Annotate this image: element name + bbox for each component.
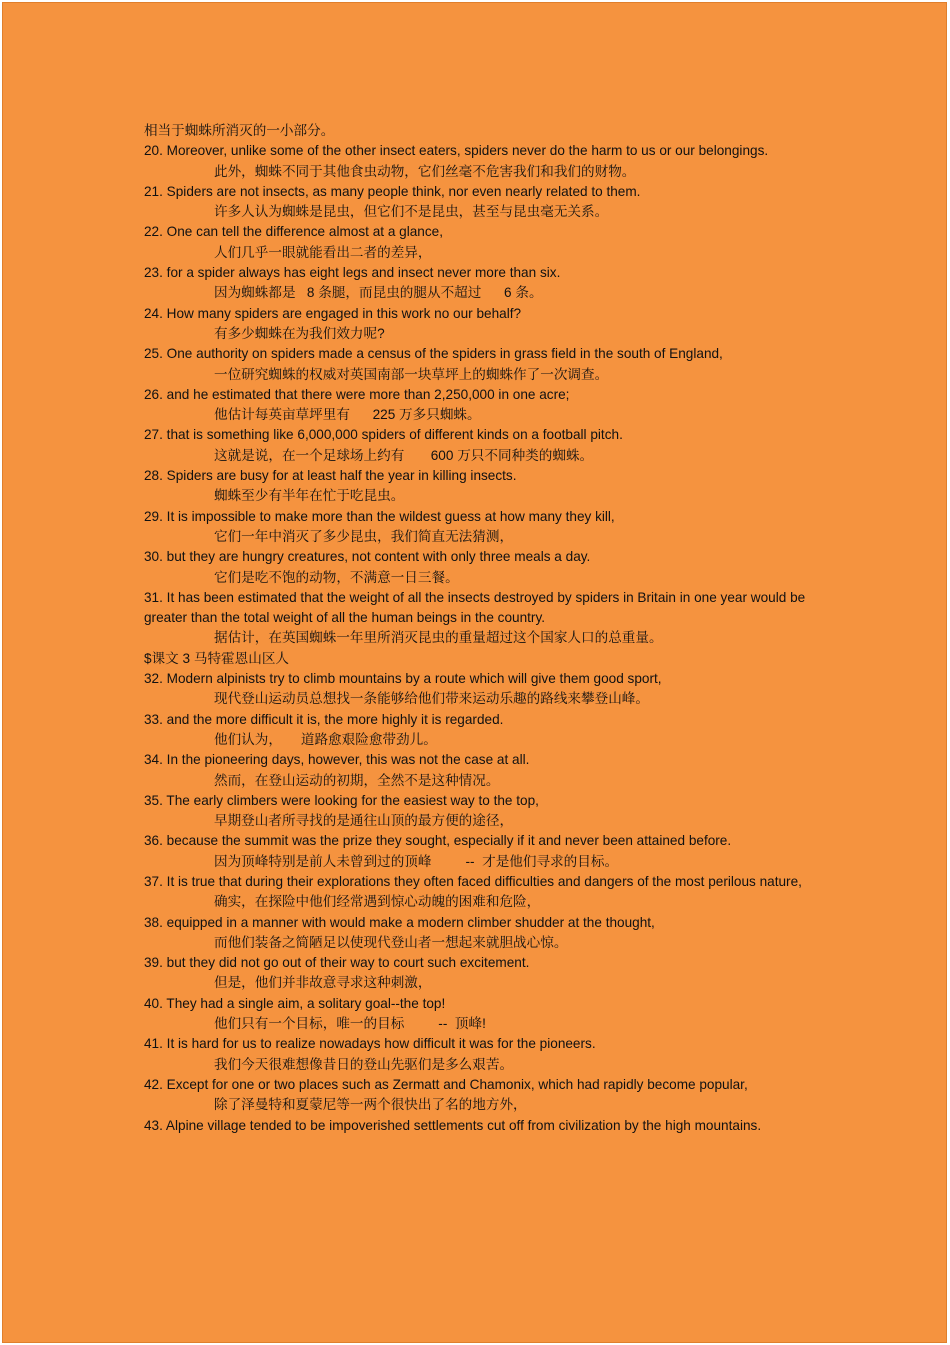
chinese-translation: 他们只有一个目标，唯一的目标 -- 顶峰! — [214, 1016, 486, 1032]
chinese-translation: 确实，在探险中他们经常遇到惊心动魄的困难和危险， — [214, 894, 541, 910]
chinese-translation: 现代登山运动员总想找一条能够给他们带来运动乐趣的路线来攀登山峰。 — [214, 691, 649, 707]
chinese-translation: 然而，在登山运动的初期，全然不是这种情况。 — [214, 772, 500, 788]
english-sentence: 36. because the summit was the prize they sought, especially if it and never been attained before. — [144, 833, 732, 849]
english-sentence: 42. Except for one or two places such as Zermatt and Chamonix, which had rapidly become popular, — [144, 1076, 748, 1092]
english-sentence: 41. It is hard for us to realize nowadays how difficult it was for the pioneers. — [144, 1036, 596, 1052]
chinese-translation: 而他们装备之简陋足以使现代登山者一想起来就胆战心惊。 — [214, 934, 568, 950]
chinese-translation: 因为蜘蛛都是 8 条腿，而昆虫的腿从不超过 6 条。 — [214, 285, 543, 301]
chinese-translation: 但是，他们并非故意寻求这种刺激， — [214, 975, 432, 991]
chinese-translation: 相当于蜘蛛所消灭的一小部分。 — [144, 123, 335, 138]
chinese-translation: 此外，蜘蛛不同于其他食虫动物，它们丝毫不危害我们和我们的财物。 — [214, 163, 636, 179]
chinese-translation: 它们一年中消灭了多少昆虫，我们简直无法猜测， — [214, 528, 514, 544]
english-sentence: 25. One authority on spiders made a census of the spiders in grass field in the south of England, — [144, 346, 723, 362]
chinese-translation: 许多人认为蜘蛛是昆虫，但它们不是昆虫，甚至与昆虫毫无关系。 — [214, 204, 609, 220]
chinese-translation: 他们认为， 道路愈艰险愈带劲儿。 — [214, 731, 437, 747]
chinese-translation: 有多少蜘蛛在为我们效力呢? — [214, 325, 385, 341]
english-sentence: $课文 3 马特霍恩山区人 — [144, 650, 290, 666]
english-sentence: 43. Alpine village tended to be impoverished settlements cut off from civilization by the high mountains. — [144, 1117, 762, 1133]
chinese-translation: 他估计每英亩草坪里有 225 万多只蜘蛛。 — [214, 407, 481, 423]
english-sentence: 37. It is true that during their explorations they often faced difficulties and dangers of the most perilous nature, — [144, 873, 802, 889]
english-sentence: 22. One can tell the difference almost at a glance, — [144, 224, 443, 240]
english-sentence: 33. and the more difficult it is, the more highly it is regarded. — [144, 711, 504, 727]
chinese-translation: 这就是说，在一个足球场上约有 600 万只不同种类的蜘蛛。 — [214, 447, 594, 463]
english-sentence: 38. equipped in a manner with would make a modern climber shudder at the thought, — [144, 914, 655, 930]
chinese-translation: 因为顶峰特别是前人未曾到过的顶峰 -- 才是他们寻求的目标。 — [214, 853, 619, 869]
chinese-translation: 它们是吃不饱的动物，不满意一日三餐。 — [214, 569, 459, 585]
chinese-translation: 除了泽曼特和夏蒙尼等一两个很快出了名的地方外， — [214, 1097, 527, 1113]
english-sentence: 40. They had a single aim, a solitary goal--the top! — [144, 995, 446, 1011]
english-sentence: 20. Moreover, unlike some of the other insect eaters, spiders never do the harm to us or our belongings. — [144, 143, 769, 159]
english-sentence: 32. Modern alpinists try to climb mountains by a route which will give them good sport, — [144, 671, 662, 687]
english-sentence: 28. Spiders are busy for at least half the year in killing insects. — [144, 468, 517, 484]
english-sentence: 27. that is something like 6,000,000 spiders of different kinds on a football pitch. — [144, 427, 623, 443]
chinese-translation: 人们几乎一眼就能看出二者的差异， — [214, 244, 432, 260]
english-sentence: 23. for a spider always has eight legs and insect never more than six. — [144, 265, 561, 281]
english-sentence: 24. How many spiders are engaged in this work no our behalf? — [144, 305, 522, 321]
chinese-translation: 我们今天很难想像昔日的登山先驱们是多么艰苦。 — [214, 1056, 514, 1072]
english-sentence: 26. and he estimated that there were more than 2,250,000 in one acre; — [144, 386, 570, 402]
english-sentence: 34. In the pioneering days, however, this was not the case at all. — [144, 752, 530, 768]
english-sentence: 35. The early climbers were looking for the easiest way to the top, — [144, 792, 539, 808]
english-sentence: 30. but they are hungry creatures, not content with only three meals a day. — [144, 549, 591, 565]
text-body — [144, 121, 810, 1136]
chinese-translation: 早期登山者所寻找的是通往山顶的最方便的途径， — [214, 813, 514, 829]
english-sentence: 31. It has been estimated that the weight of all the insects destroyed by spiders in Britain in one year would be greater than the total weight of all the human beings in the country. — [144, 589, 806, 626]
english-sentence: 39. but they did not go out of their way to court such excitement. — [144, 955, 530, 971]
english-sentence: 21. Spiders are not insects, as many people think, nor even nearly related to them. — [144, 183, 641, 199]
english-sentence: 29. It is impossible to make more than the wildest guess at how many they kill, — [144, 508, 615, 524]
document-page — [2, 2, 947, 1343]
chinese-translation: 一位研究蜘蛛的权威对英国南部一块草坪上的蜘蛛作了一次调查。 — [214, 366, 609, 382]
chinese-translation: 据估计，在英国蜘蛛一年里所消灭昆虫的重量超过这个国家人口的总重量。 — [214, 630, 663, 646]
chinese-translation: 蜘蛛至少有半年在忙于吃昆虫。 — [214, 488, 405, 504]
